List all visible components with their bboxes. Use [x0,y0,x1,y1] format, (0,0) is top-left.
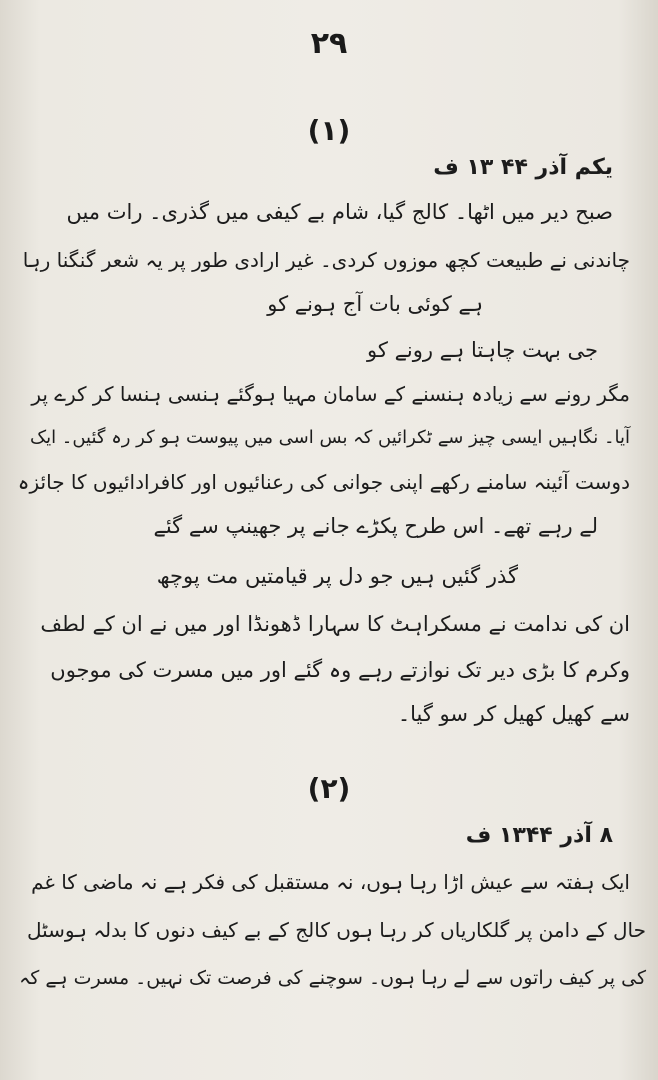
text-line: ان کی ندامت نے مسکراہٹ کا سہارا ڈھونڈا اور میں نے ان کے لطف [40,612,630,636]
text-line: چاندنی نے طبیعت کچھ موزوں کردی۔ غیر ارادی طور پر یہ شعر گنگنا رہا [22,248,630,272]
text-line: دوست آئینہ سامنے رکھے اپنی جوانی کی رعنائیوں اور کافرادائیوں کا جائزہ [17,470,630,494]
text-line: صبح دیر میں اٹھا۔ کالج گیا، شام بے کیفی میں گذری۔ رات میں [66,200,613,224]
text-line: مگر رونے سے زیادہ ہنسنے کے سامان مہیا ہوگئے ہنسی ہنسا کر کرے پر [31,382,630,406]
text-line: سے کھیل کھیل کر سو گیا۔ [397,702,630,726]
text-line: آیا۔ نگاہیں ایسی چیز سے ٹکرائیں کہ بس اسی میں پیوست ہو کر رہ گئیں۔ ایک [29,427,630,448]
verse-line: ہے کوئی بات آج ہونے کو [267,292,483,316]
text-line: لے رہے تھے۔ اس طرح پکڑے جانے پر جھینپ سے گئے [153,514,598,538]
section-2-date: ۸ آذر ۱۳۴۴ ف [465,823,613,848]
text-line: ایک ہفتہ سے عیش اڑا رہا ہوں، نہ مستقبل کی فکر ہے نہ ماضی کا غم [31,870,630,894]
bleed-through-text [328,70,588,110]
text-line: کی پر کیف راتوں سے لے رہا ہوں۔ سوچنے کی فرصت تک نہیں۔ مسرت ہے کہ [19,967,646,989]
text-line: وکرم کا بڑی دیر تک نوازتے رہے وہ گئے اور میں مسرت کی موجوں [50,658,630,682]
verse-line: گذر گئیں ہیں جو دل پر قیامتیں مت پوچھ [156,564,518,588]
text-line: حال کے دامن پر گلکاریاں کر رہا ہوں کالج کے بے کیف دنوں کا بدلہ ہوسٹل [26,918,646,942]
page-number: ۲۹ [310,26,348,61]
section-1-marker: (۱) [307,114,351,147]
verse-line: جی بہت چاہتا ہے رونے کو [367,338,598,362]
section-2-marker: (۲) [307,772,351,805]
section-1-date: یکم آذر ۴۴ ۱۳ ف [433,155,613,180]
